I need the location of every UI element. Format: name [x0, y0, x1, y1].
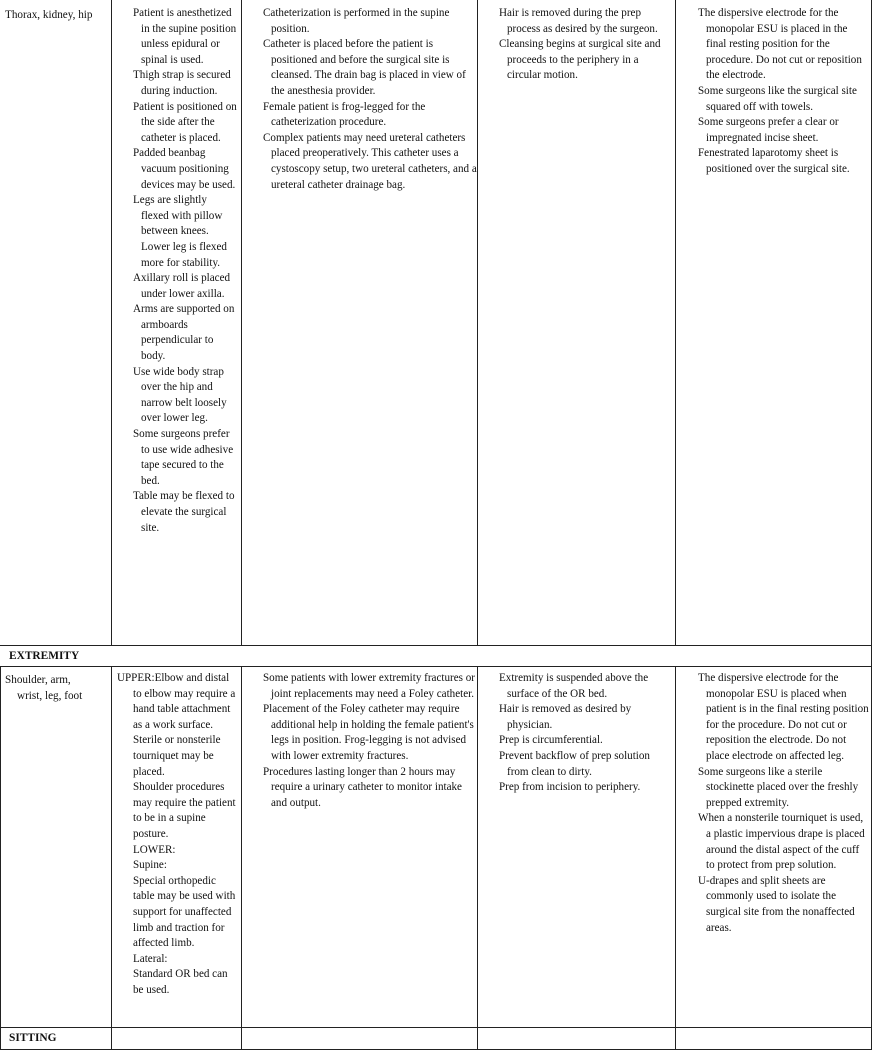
list-item: Catheter is placed before the patient is positioned and before the surgical site is cleansed. The drain bag is placed in view of the anesthesia provider.	[263, 38, 466, 97]
col-rule-0	[0, 666, 1, 1050]
prep-list	[499, 6, 671, 84]
list-item: Special orthopedic table may be used with support for unaffected limb and traction for affected limb.	[133, 874, 236, 950]
list-item: Female patient is frog-legged for the catheterization procedure.	[263, 100, 426, 129]
rule-sitting-bottom	[0, 1049, 872, 1050]
col-rule-1b	[111, 666, 112, 1050]
list-item: Use wide body strap over the hip and narrow belt loosely over lower leg.	[133, 365, 227, 425]
electrode-drape-list	[698, 6, 870, 178]
list-item: Prep is circumferential.	[499, 734, 603, 747]
list-item: Hair is removed as desired by physician.	[499, 703, 632, 731]
category-line: wrist, leg, foot	[17, 689, 83, 702]
list-item: Legs are slightly flexed with pillow between knees. Lower leg is flexed more for stability.	[133, 194, 227, 269]
list-item: U-drapes and split sheets are commonly used to isolate the surgical site from the nonaffected areas.	[698, 874, 855, 934]
prep-list	[499, 671, 671, 796]
list-item: Table may be flexed to elevate the surgical site.	[133, 490, 235, 534]
list-item: Lateral:	[133, 952, 168, 965]
list-item: Fenestrated laparotomy sheet is positioned over the surgical site.	[698, 147, 850, 175]
list-item: When a nonsterile tourniquet is used, a plastic impervious drape is placed around the distal aspect of the cuff to protect from prep solution.	[698, 812, 865, 872]
col-rule-3	[477, 0, 478, 645]
list-item: Supine:	[133, 859, 167, 872]
list-item: Procedures lasting longer than 2 hours may require a urinary catheter to monitor intake and output.	[263, 765, 462, 809]
list-item: Shoulder procedures may require the patient to be in a supine posture.	[133, 781, 236, 840]
col-rule-2	[241, 0, 242, 645]
col-rule-3b	[477, 666, 478, 1050]
list-item: The dispersive electrode for the monopolar ESU is placed in the final resting position for the procedure. Do not cut or reposition the electrode.	[698, 7, 862, 82]
col-rule-1	[111, 0, 112, 645]
list-item: Hair is removed during the prep process as desired by the surgeon.	[499, 7, 658, 35]
list-item: Cleansing begins at surgical site and proceeds to the periphery in a circular motion.	[499, 38, 661, 82]
section-heading-sitting: SITTING	[9, 1032, 57, 1044]
catheter-list	[263, 671, 477, 811]
list-item: Prep from incision to periphery.	[499, 781, 641, 794]
col-rule-2b	[241, 666, 242, 1050]
list-item: Placement of the Foley catheter may require additional help in holding the female patient's legs in position. Frog-legging is not advised with lower extremity fractures.	[263, 703, 474, 762]
position-list	[133, 6, 237, 536]
rule-sitting-top	[0, 1027, 872, 1028]
list-item: UPPER:Elbow and distal to elbow may require a hand table attachment as a work surface. Sterile or nonsterile tourniquet may be placed.	[117, 672, 236, 778]
list-item: Axillary roll is placed under lower axilla.	[133, 272, 231, 300]
category-cell	[5, 673, 109, 704]
list-item: Patient is positioned on the side after the catheter is placed.	[133, 100, 237, 144]
col-rule-4	[675, 0, 676, 645]
list-item: Patient is anesthetized in the supine position unless epidural or spinal is used.	[133, 7, 237, 66]
list-item: Some surgeons like the surgical site squared off with towels.	[698, 84, 857, 113]
rule-extremity-bottom	[0, 666, 872, 667]
category-line: Shoulder, arm,	[5, 674, 71, 686]
list-item: Padded beanbag vacuum positioning devices may be used.	[133, 147, 236, 191]
list-item: Some surgeons prefer to use wide adhesive tape secured to the bed.	[133, 428, 234, 487]
list-item: Arms are supported on armboards perpendicular to body.	[133, 303, 235, 363]
list-item: Extremity is suspended above the surface of the OR bed.	[499, 672, 649, 700]
list-item: Some surgeons prefer a clear or impregnated incise sheet.	[698, 116, 839, 144]
list-item: Prevent backflow of prep solution from clean to dirty.	[499, 749, 650, 778]
list-item: Catheterization is performed in the supine position.	[263, 7, 450, 35]
category-line: Thorax, kidney, hip	[5, 9, 93, 21]
electrode-drape-list	[698, 671, 870, 936]
list-item: Complex patients may need ureteral catheters placed preoperatively. This catheter uses a cystoscopy setup, two ureteral catheters, and a ureteral catheter drainage bag.	[263, 131, 477, 191]
col-rule-4b	[675, 666, 676, 1050]
list-item: Thigh strap is secured during induction.	[133, 69, 231, 97]
list-item: Standard OR bed can be used.	[133, 968, 228, 996]
section-heading-extremity: EXTREMITY	[9, 650, 80, 662]
catheter-list	[263, 6, 477, 193]
rule-extremity-top	[0, 645, 872, 646]
list-item: Some patients with lower extremity fractures or joint replacements may need a Foley catheter.	[263, 672, 475, 700]
list-item: LOWER:	[133, 843, 176, 856]
category-cell	[5, 8, 109, 24]
list-item: Some surgeons like a sterile stockinette placed over the freshly prepped extremity.	[698, 765, 859, 809]
position-list	[117, 671, 239, 998]
list-item: The dispersive electrode for the monopolar ESU is placed when patient is in the final resting position for the procedure. Do not cut or reposition the electrode. Do not place electrode on affected leg.	[698, 672, 869, 762]
